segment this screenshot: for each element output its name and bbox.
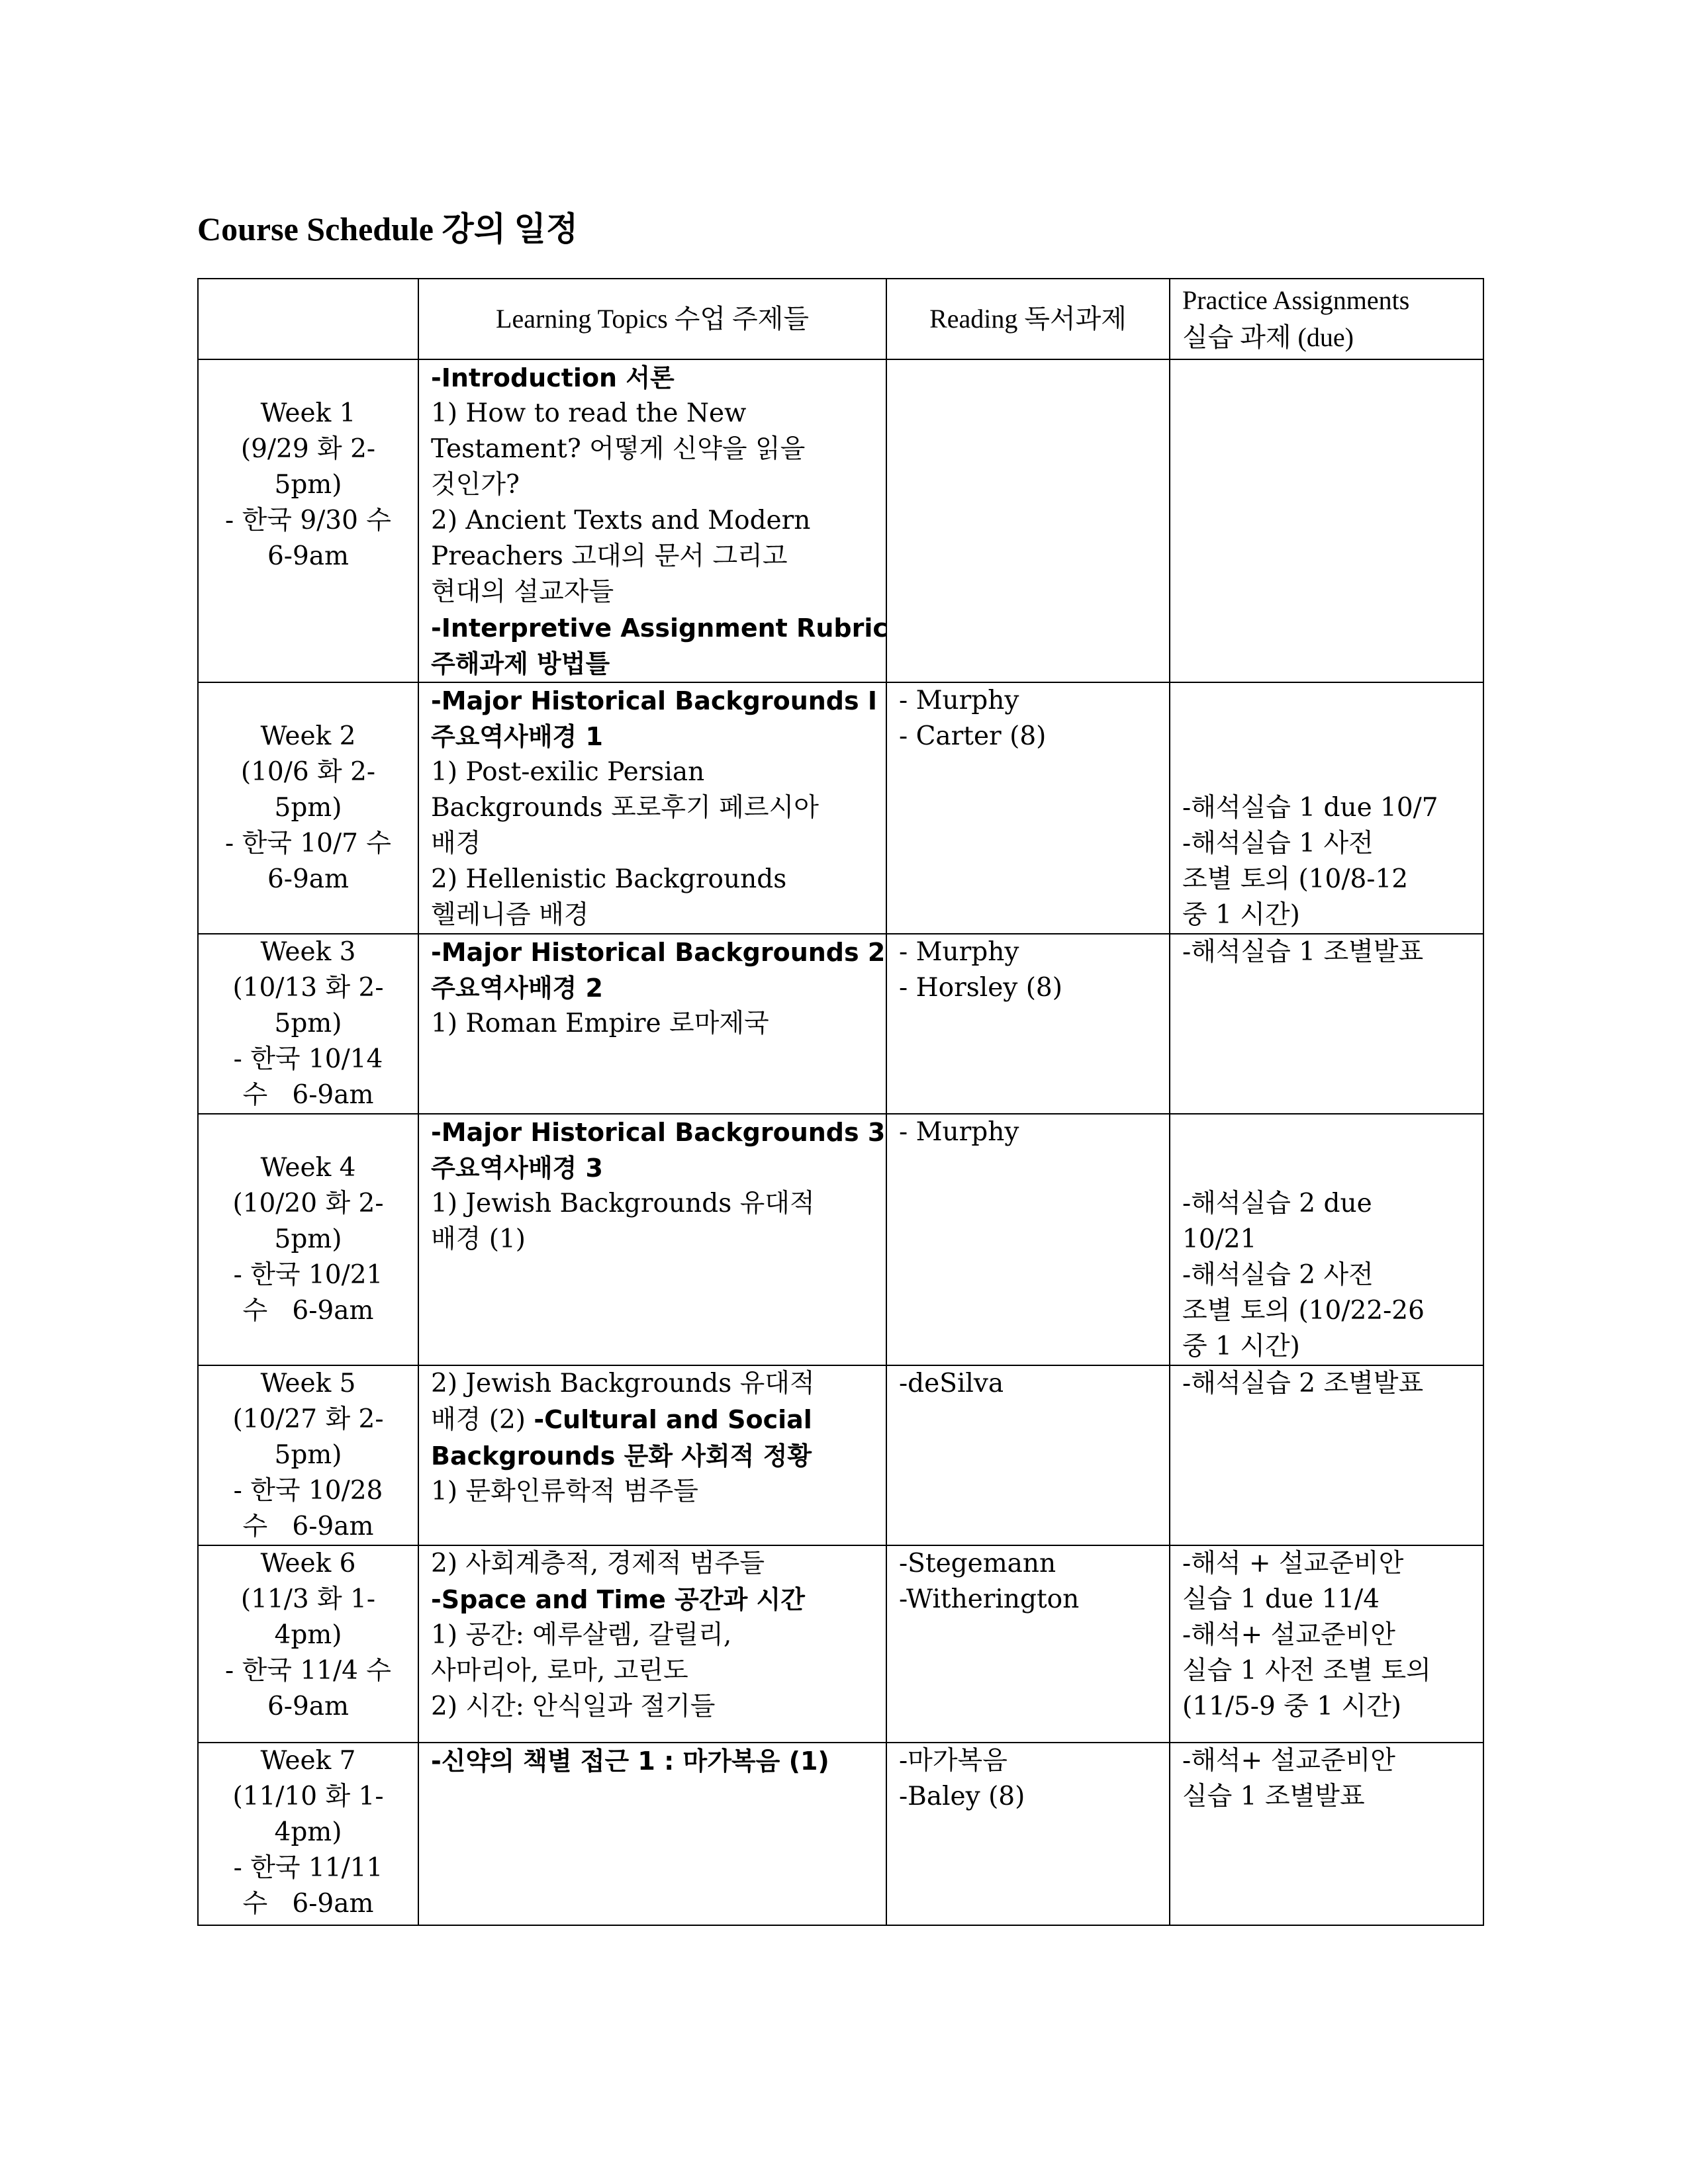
topic-heading: 주요역사배경 3	[431, 1154, 603, 1183]
header-row	[198, 279, 1483, 359]
practice-item: 실습 1 due 11/4	[1182, 1584, 1380, 1614]
week-korea-line: 6-9am	[267, 864, 350, 894]
table-row	[198, 1545, 1483, 1743]
practice-cell	[1170, 1114, 1483, 1365]
topic-line: 것인가?	[431, 470, 520, 500]
topics-cell	[418, 1114, 886, 1365]
topic-heading: -Introduction 서론	[431, 363, 675, 392]
reading-cell	[886, 1545, 1170, 1743]
topic-line: 헬레니즘 배경	[431, 900, 589, 930]
table-row	[198, 1743, 1483, 1925]
topic-heading: 주요역사배경 2	[431, 974, 603, 1003]
schedule-table	[197, 278, 1484, 1926]
week-label: Week 5	[260, 1369, 356, 1398]
topic-heading: -Major Historical Backgrounds 3	[431, 1118, 886, 1147]
reading-item: - Murphy	[899, 686, 1019, 715]
reading-cell	[886, 1365, 1170, 1545]
header-practice-line-1: Practice Assignments	[1182, 285, 1410, 315]
practice-item: 조별 토의 (10/8-12	[1182, 864, 1409, 894]
week-cell	[198, 1743, 418, 1925]
week-date-line: (9/29 화 2-	[240, 434, 376, 464]
week-date-line: 5pm)	[274, 793, 342, 823]
table-row	[198, 359, 1483, 682]
reading-cell	[886, 1743, 1170, 1925]
practice-item: 중 1 시간)	[1182, 1332, 1300, 1361]
week-label: Week 7	[260, 1746, 356, 1776]
reading-item: -Baley (8)	[899, 1782, 1025, 1811]
topic-line: 1) Jewish Backgrounds 유대적	[431, 1189, 815, 1218]
topic-line: 현대의 설교자들	[431, 577, 614, 607]
week-date-line: 5pm)	[274, 1224, 342, 1254]
table-row	[198, 1114, 1483, 1365]
reading-item: - Carter (8)	[899, 721, 1047, 751]
page-title: Course Schedule 강의 일정	[197, 210, 579, 248]
topic-heading: -Cultural and Social	[534, 1405, 812, 1434]
week-cell	[198, 1114, 418, 1365]
week-korea-line: 6-9am	[267, 1692, 350, 1721]
week-label: Week 6	[260, 1549, 356, 1578]
topic-line: 2) 사회계층적, 경제적 범주들	[431, 1549, 765, 1578]
week-date-line: 5pm)	[274, 470, 342, 500]
practice-cell	[1170, 682, 1483, 934]
reading-cell	[886, 682, 1170, 934]
topics-cell	[418, 1365, 886, 1545]
header-reading: Reading 독서과제	[886, 279, 1170, 359]
practice-item: -해석실습 2 사전	[1182, 1260, 1374, 1290]
header-practice-line-2: 실습 과제 (due)	[1182, 322, 1354, 352]
reading-item: -deSilva	[899, 1369, 1004, 1398]
practice-item: -해석+ 설교준비안	[1182, 1746, 1395, 1776]
topic-line: 2) Ancient Texts and Modern	[431, 506, 811, 535]
topic-line: 배경 (1)	[431, 1224, 526, 1254]
week-date-line: (11/3 화 1-	[240, 1584, 376, 1614]
week-korea-line: - 한국 9/30 수	[225, 506, 391, 535]
table-row	[198, 682, 1483, 934]
week-label: Week 4	[260, 1153, 356, 1183]
topic-heading: 주요역사배경 1	[431, 722, 603, 751]
week-date-line: (10/20 화 2-	[232, 1189, 384, 1218]
topic-line: 2) Jewish Backgrounds 유대적	[431, 1369, 815, 1398]
topic-line: Testament? 어떻게 신약을 읽을	[431, 434, 806, 464]
reading-cell	[886, 934, 1170, 1114]
practice-item: 실습 1 사전 조별 토의	[1182, 1656, 1431, 1686]
practice-cell	[1170, 359, 1483, 682]
week-korea-line: 수 6-9am	[242, 1296, 374, 1326]
header-week	[198, 279, 418, 359]
topics-cell	[418, 1545, 886, 1743]
practice-item: (11/5-9 중 1 시간)	[1182, 1692, 1402, 1721]
practice-cell	[1170, 1365, 1483, 1545]
topic-heading: -Space and Time 공간과 시간	[431, 1585, 805, 1614]
week-label: Week 3	[260, 937, 356, 967]
week-date-line: (10/13 화 2-	[232, 973, 384, 1003]
practice-item: -해석실습 1 due 10/7	[1182, 793, 1438, 823]
week-korea-line: 6-9am	[267, 541, 350, 571]
week-date-line: 5pm)	[274, 1440, 342, 1470]
practice-item: -해석 + 설교준비안	[1182, 1549, 1404, 1578]
topic-line: 사마리아, 로마, 고린도	[431, 1656, 688, 1686]
practice-item: 조별 토의 (10/22-26	[1182, 1296, 1425, 1326]
week-date-line: 5pm)	[274, 1009, 342, 1038]
week-korea-line: - 한국 10/28	[233, 1476, 383, 1506]
topic-line: Backgrounds 포로후기 페르시아	[431, 793, 819, 823]
practice-item: 10/21	[1182, 1224, 1257, 1254]
practice-item: -해석실습 2 due	[1182, 1189, 1372, 1218]
week-korea-line: 수 6-9am	[242, 1080, 374, 1110]
topics-cell	[418, 359, 886, 682]
week-korea-line: - 한국 10/14	[233, 1044, 383, 1074]
week-cell	[198, 682, 418, 934]
reading-item: - Murphy	[899, 1117, 1019, 1147]
topic-line: 배경	[431, 829, 481, 858]
topic-heading: -신약의 책별 접근 1 : 마가복음 (1)	[431, 1747, 829, 1776]
practice-item: 실습 1 조별발표	[1182, 1782, 1365, 1811]
week-korea-line: - 한국 11/11	[233, 1853, 383, 1883]
practice-cell	[1170, 934, 1483, 1114]
topic-fragment: 배경 (2)	[431, 1405, 534, 1435]
topic-line: 2) Hellenistic Backgrounds	[431, 864, 787, 894]
week-korea-line: - 한국 10/7 수	[225, 829, 391, 858]
topics-cell	[418, 934, 886, 1114]
week-cell	[198, 359, 418, 682]
reading-item: - Murphy	[899, 937, 1019, 967]
week-cell	[198, 1365, 418, 1545]
week-label: Week 1	[260, 398, 356, 428]
week-korea-line: 수 6-9am	[242, 1889, 374, 1919]
table-row	[198, 934, 1483, 1114]
practice-item: -해석실습 1 조별발표	[1182, 937, 1424, 967]
week-date-line: (11/10 화 1-	[232, 1782, 384, 1811]
week-korea-line: - 한국 10/21	[233, 1260, 383, 1290]
topic-heading: Backgrounds 문화 사회적 정황	[431, 1441, 812, 1471]
header-practice	[1170, 279, 1483, 359]
topics-cell	[418, 1743, 886, 1925]
week-label: Week 2	[260, 721, 356, 751]
practice-cell	[1170, 1545, 1483, 1743]
practice-item: -해석+ 설교준비안	[1182, 1620, 1395, 1650]
topic-line: 1) 공간: 예루살렘, 갈릴리,	[431, 1620, 732, 1650]
reading-item: -Stegemann	[899, 1549, 1056, 1578]
topic-line: 1) Post-exilic Persian	[431, 757, 705, 787]
week-date-line: 4pm)	[274, 1817, 342, 1847]
header-topics: Learning Topics 수업 주제들	[418, 279, 886, 359]
topic-line: 1) How to read the New	[431, 398, 747, 428]
topic-heading: -Interpretive Assignment Rubric	[431, 614, 888, 643]
topic-line: 1) 문화인류학적 범주들	[431, 1477, 698, 1506]
reading-item: -마가복음	[899, 1746, 1008, 1776]
reading-cell	[886, 359, 1170, 682]
week-date-line: (10/27 화 2-	[232, 1404, 384, 1434]
reading-item: - Horsley (8)	[899, 973, 1062, 1003]
practice-item: -해석실습 2 조별발표	[1182, 1369, 1424, 1398]
topic-line	[431, 1402, 874, 1438]
week-date-line: (10/6 화 2-	[240, 757, 376, 787]
reading-item: -Witherington	[899, 1584, 1080, 1614]
topic-heading: -Major Historical Backgrounds I	[431, 686, 877, 715]
week-cell	[198, 934, 418, 1114]
reading-cell	[886, 1114, 1170, 1365]
week-korea-line: 수 6-9am	[242, 1512, 374, 1541]
topic-line: Preachers 고대의 문서 그리고	[431, 541, 788, 571]
topic-heading: -Major Historical Backgrounds 2	[431, 938, 886, 967]
table-row	[198, 1365, 1483, 1545]
topics-cell	[418, 682, 886, 934]
week-cell	[198, 1545, 418, 1743]
practice-item: 중 1 시간)	[1182, 900, 1300, 930]
topic-line: 2) 시간: 안식일과 절기들	[431, 1692, 716, 1721]
practice-cell	[1170, 1743, 1483, 1925]
topic-heading: 주해과제 방법틀	[431, 649, 610, 678]
practice-item: -해석실습 1 사전	[1182, 829, 1374, 858]
topic-line: 1) Roman Empire 로마제국	[431, 1009, 769, 1038]
week-date-line: 4pm)	[274, 1620, 342, 1650]
week-korea-line: - 한국 11/4 수	[225, 1656, 391, 1686]
